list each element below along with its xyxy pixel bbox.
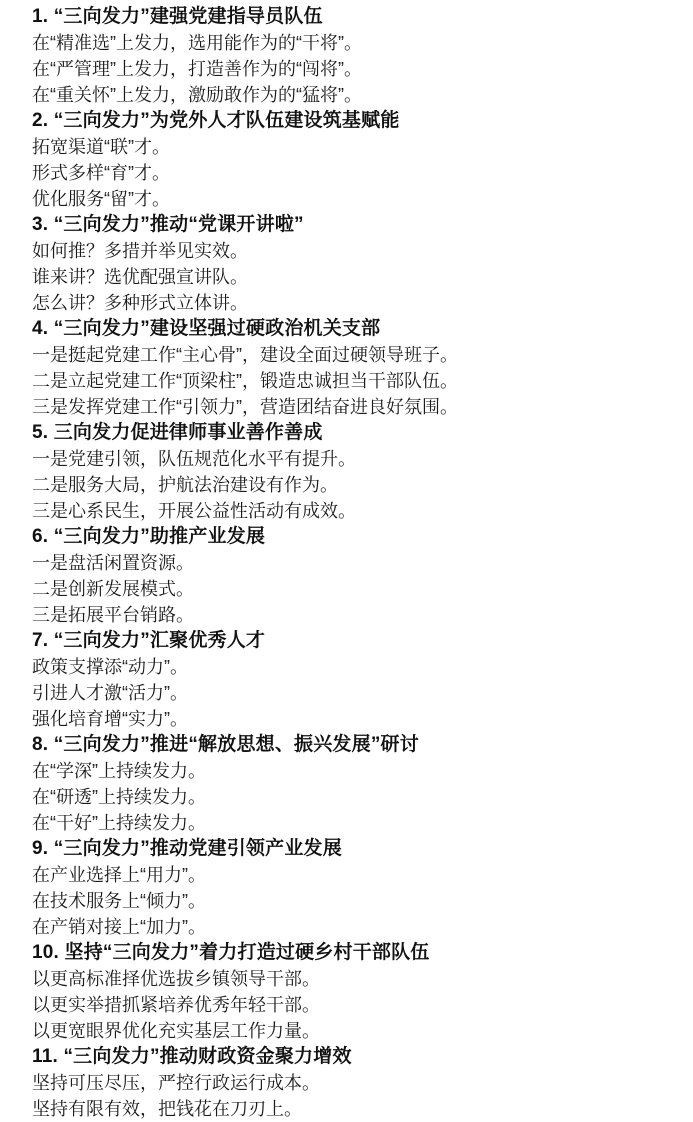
entry-line: 在“学深”上持续发力。 [32,761,206,781]
entry-heading-text: “三向发力”推进“解放思想、振兴发展”研讨 [53,734,419,755]
entry-line: 三是拓展平台销路。 [32,605,194,625]
entry-number: 1. [32,6,49,27]
entry-heading [32,420,683,446]
entry-line: 在技术服务上“倾力”。 [32,891,206,911]
entry-number: 9. [32,838,49,859]
entry-line: 强化培育增“实力”。 [32,709,188,729]
document-entry [32,940,683,1044]
entry-line: 怎么讲？多种形式立体讲。 [32,293,248,313]
entry-line: 坚持可压尽压，严控行政运行成本。 [32,1073,320,1093]
document-entry [32,628,683,732]
entry-heading-text: 三向发力促进律师事业善作善成 [53,422,323,443]
entry-line: 形式多样“育”才。 [32,163,170,183]
entry-number: 10. [32,942,60,963]
entry-heading [32,732,683,758]
entry-line: 在“干好”上持续发力。 [32,813,206,833]
document-entry [32,836,683,940]
entry-line: 在“重关怀”上发力，激励敢作为的“猛将”。 [32,85,362,105]
entry-heading [32,1044,683,1070]
entry-line: 引进人才激“活力”。 [32,683,188,703]
document-entry [32,4,683,108]
entry-line: 如何推？多措并举见实效。 [32,241,248,261]
entry-line: 二是立起党建工作“顶梁柱”，锻造忠诚担当干部队伍。 [32,371,458,391]
entry-line: 一是挺起党建工作“主心骨”，建设全面过硬领导班子。 [32,345,458,365]
entry-number: 7. [32,630,49,651]
entry-heading [32,628,683,654]
entry-heading [32,524,683,550]
document-entry [32,316,683,420]
entry-number: 8. [32,734,49,755]
entry-heading [32,4,683,30]
entry-heading [32,940,683,966]
entry-line: 优化服务“留”才。 [32,189,170,209]
entry-heading-text: 坚持“三向发力”着力打造过硬乡村干部队伍 [64,942,430,963]
entry-heading [32,212,683,238]
entry-line: 在产业选择上“用力”。 [32,865,206,885]
entry-number: 2. [32,110,49,131]
entry-number: 4. [32,318,49,339]
entry-heading-text: “三向发力”助推产业发展 [53,526,266,547]
entry-number: 6. [32,526,49,547]
entry-heading [32,316,683,342]
entry-heading [32,836,683,862]
entry-heading-text: “三向发力”推动党建引领产业发展 [53,838,342,859]
entry-line: 在“研透”上持续发力。 [32,787,206,807]
entry-line: 二是服务大局，护航法治建设有作为。 [32,475,338,495]
entry-line: 一是盘活闲置资源。 [32,553,194,573]
entry-line: 二是创新发展模式。 [32,579,194,599]
entry-heading-text: “三向发力”推动财政资金聚力增效 [63,1046,352,1067]
entry-line: 以更实举措抓紧培养优秀年轻干部。 [32,995,320,1015]
entry-line: 政策支撑添“动力”。 [32,657,188,677]
entry-line: 坚持有限有效，把钱花在刀刃上。 [32,1099,302,1119]
entry-line: 谁来讲？选优配强宣讲队。 [32,267,248,287]
entry-line: 以更高标准择优选拔乡镇领导干部。 [32,969,320,989]
entry-heading-text: “三向发力”汇聚优秀人才 [53,630,266,651]
document-entry [32,108,683,212]
entry-number: 3. [32,214,49,235]
document-entry [32,732,683,836]
entry-line: 三是发挥党建工作“引领力”，营造团结奋进良好氛围。 [32,397,458,417]
entry-number: 5. [32,422,49,443]
document-entry [32,1044,683,1122]
entry-line: 一是党建引领，队伍规范化水平有提升。 [32,449,356,469]
document-entry [32,212,683,316]
entry-line: 拓宽渠道“联”才。 [32,137,170,157]
entry-line: 三是心系民生，开展公益性活动有成效。 [32,501,356,521]
entry-line: 以更宽眼界优化充实基层工作力量。 [32,1021,320,1041]
document-entry [32,420,683,524]
entry-heading-text: “三向发力”建设坚强过硬政治机关支部 [53,318,381,339]
entry-heading-text: “三向发力”建强党建指导员队伍 [53,6,323,27]
entry-line: 在“精准选”上发力，选用能作为的“干将”。 [32,33,362,53]
entry-line: 在“严管理”上发力，打造善作为的“闯将”。 [32,59,362,79]
document-entry [32,524,683,628]
entry-number: 11. [32,1046,58,1067]
entry-heading [32,108,683,134]
entry-heading-text: “三向发力”为党外人才队伍建设筑基赋能 [53,110,400,131]
entry-line: 在产销对接上“加力”。 [32,917,206,937]
entry-heading-text: “三向发力”推动“党课开讲啦” [53,214,304,235]
